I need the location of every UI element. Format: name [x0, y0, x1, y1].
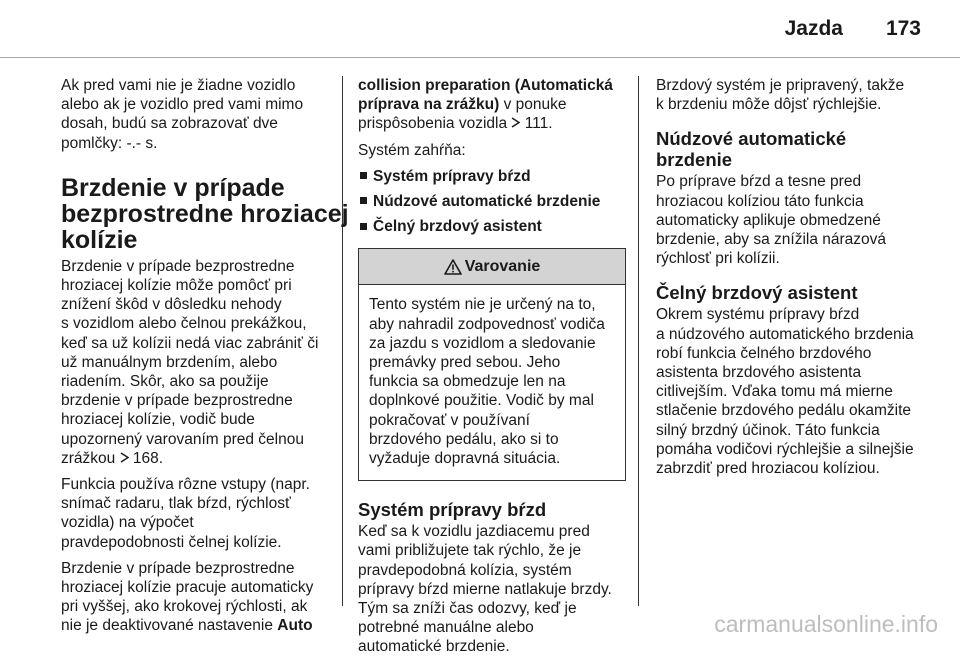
collision-braking-paragraph-3 [61, 559, 333, 636]
warning-box [358, 248, 626, 481]
bullet-square-icon [360, 223, 367, 230]
text-line: Ak pred vami nie je žiadne vozidlo [61, 77, 296, 94]
page-reference-link[interactable]: 168. [132, 449, 164, 467]
list-item [358, 217, 626, 236]
text-line: Funkcia používa rôzne vstupy (napr. [61, 476, 310, 494]
text-line: aby nahradil zodpovednosť vodiča [369, 315, 605, 333]
text-line: vami približujete tak rýchlo, že je [358, 542, 582, 560]
text-line: znížení škôd v dôsledku nehody [61, 296, 282, 314]
list-item-label: Núdzové automatické brzdenie [373, 193, 601, 211]
text-line: premávky pred sebou. Jeho [369, 354, 561, 372]
brake-assist-paragraph [656, 305, 924, 478]
section-heading-emergency-braking: Núdzové automatické brzdenie [656, 128, 847, 171]
text-line: brzdenie, aby sa znížila nárazová [656, 231, 887, 249]
text-line: pravdepodobnosti čelnej kolízie. [61, 533, 282, 551]
text-line: snímač radaru, tlak bŕzd, rýchlosť [61, 495, 291, 513]
bullet-square-icon [360, 197, 367, 204]
text-line: k brzdeniu môže dôjsť rýchlejšie. [656, 96, 882, 114]
text-line: rýchlosť pri kolízii. [656, 250, 780, 268]
list-item-label: Systém prípravy bŕzd [373, 167, 531, 185]
text-line: prípravy bŕzd mierne natlakuje brzdy. [358, 580, 612, 598]
text-line: potrebné manuálne alebo [358, 619, 534, 637]
warning-triangle-icon [444, 259, 462, 275]
text-line: Brzdenie v prípade bezprostredne [61, 559, 295, 577]
text-line: dosah, budú sa zobrazovať dve [61, 115, 278, 133]
text-line: alebo ak je vozidlo pred vami mimo [61, 96, 304, 114]
column-1 [61, 76, 349, 643]
text-line: Tento systém nie je určený na to, [369, 296, 596, 314]
header-divider [0, 57, 960, 58]
setting-name: príprava na zrážku) [358, 96, 500, 114]
text-line: pomáha vodičovi rýchlejšie a silnejšie [656, 440, 914, 458]
text-line: pravdepodobná kolízia, systém [358, 561, 572, 579]
column-2 [358, 76, 626, 664]
text-line: s vozidlom alebo čelnou prekážkou, [61, 315, 307, 333]
includes-label: Systém zahŕňa: [358, 141, 466, 159]
text-line: upozornený varovaním pred čelnou [61, 430, 304, 448]
heading-line: kolízie [61, 225, 138, 254]
heading-line: bezprostredne hroziacej [61, 199, 349, 228]
text-line: nie je deaktivované nastavenie [61, 617, 273, 635]
column-divider-1 [342, 76, 343, 606]
section-heading-collision-braking [61, 173, 349, 254]
text-line: hroziacou kolíziou táto funkcia [656, 192, 864, 210]
text-line: prispôsobenia vozidla [358, 115, 508, 133]
text-line: brzdenie v prípade bezprostredne [61, 392, 293, 410]
section-heading-brake-preparation: Systém prípravy bŕzd [358, 499, 547, 521]
text-line: Okrem systému prípravy bŕzd [656, 306, 860, 324]
text-line: hroziacej kolízie pracuje automaticky [61, 579, 314, 597]
page-number: 173 [885, 17, 921, 40]
page-reference-arrow-icon [120, 452, 129, 463]
text-line: funkcia sa obmedzuje len na [369, 373, 566, 391]
text-line: a núdzového automatického brzdenia [656, 325, 914, 343]
text-line: hroziacej kolízie môže pomôcť pri [61, 277, 292, 295]
heading-line: Brzdenie v prípade [61, 173, 285, 202]
list-item-label: Čelný brzdový asistent [373, 218, 542, 236]
text-line: keď sa už kolízii nedá viac zabrániť či [61, 334, 319, 352]
page-reference-link[interactable]: 111. [524, 115, 553, 133]
page-header [0, 0, 960, 60]
setting-continuation-paragraph [358, 76, 626, 134]
text-line: pomlčky: -.- s. [61, 134, 158, 152]
text-line: citlivejším. Vďaka tomu má mierne [656, 383, 893, 401]
text-line: za jazdu s vozidlom a sledovanie [369, 334, 596, 352]
emergency-braking-paragraph [656, 172, 924, 268]
text-line: vozidla) na výpočet [61, 514, 194, 532]
feature-list [358, 167, 626, 237]
text-line: zabrzdiť pred hroziacou kolíziou. [656, 460, 880, 478]
text-line: asistenta brzdového asistenta [656, 364, 862, 382]
intro-paragraph [61, 76, 333, 153]
text-line: zrážkou [61, 449, 116, 467]
text-line: Brzdenie v prípade bezprostredne [61, 257, 295, 275]
text-line: silný brzdný účinok. Táto funkcia [656, 421, 880, 439]
text-line: vyžaduje dopravná situácia. [369, 450, 561, 468]
setting-name: collision preparation (Automatická [358, 77, 613, 94]
brake-preparation-paragraph [358, 522, 626, 656]
text-line: doplnkové použitie. Vodič by mal [369, 392, 594, 410]
collision-braking-paragraph-1 [61, 257, 333, 468]
text-line: brzdového pedálu, ako si to [369, 430, 559, 448]
text-line: riadením. Skôr, ako sa použije [61, 373, 269, 391]
text-line: Tým sa zníži čas odozvy, keď je [358, 600, 577, 618]
text-line: hroziacej kolízie, vodič bude [61, 411, 255, 429]
text-line: pri vyššej, ako krokovej rýchlosti, ak [61, 598, 308, 616]
page-reference-arrow-icon [511, 117, 520, 128]
collision-braking-paragraph-2 [61, 475, 333, 552]
text-line: Po príprave bŕzd a tesne pred [656, 173, 862, 191]
list-item [358, 167, 626, 186]
column-3 [656, 76, 924, 485]
page-header-title: Jazda [784, 17, 843, 40]
text-line: pokračovať v používaní [369, 411, 530, 429]
text-line: v ponuke [503, 96, 567, 114]
text-line: automatické brzdenie. [358, 638, 510, 656]
brake-ready-paragraph [656, 76, 924, 114]
setting-name: Auto [277, 617, 313, 635]
text-line: už manuálnym brzdením, alebo [61, 353, 278, 371]
text-line: Brzdový systém je pripravený, takže [656, 77, 905, 94]
warning-title: Varovanie [464, 258, 541, 276]
text-line: automaticky aplikuje obmedzené [656, 211, 881, 229]
bullet-square-icon [360, 172, 367, 179]
list-item [358, 192, 626, 211]
column-divider-2 [638, 76, 639, 606]
warning-header [359, 249, 625, 285]
warning-body [359, 285, 625, 480]
text-line: robí funkcia čelného brzdového [656, 344, 872, 362]
text-line: Keď sa k vozidlu jazdiacemu pred [358, 523, 590, 541]
section-heading-brake-assist: Čelný brzdový asistent [656, 282, 858, 304]
text-line: stlačenie brzdového pedálu okamžite [656, 402, 912, 420]
watermark: carmanualsonline.info [714, 611, 938, 637]
